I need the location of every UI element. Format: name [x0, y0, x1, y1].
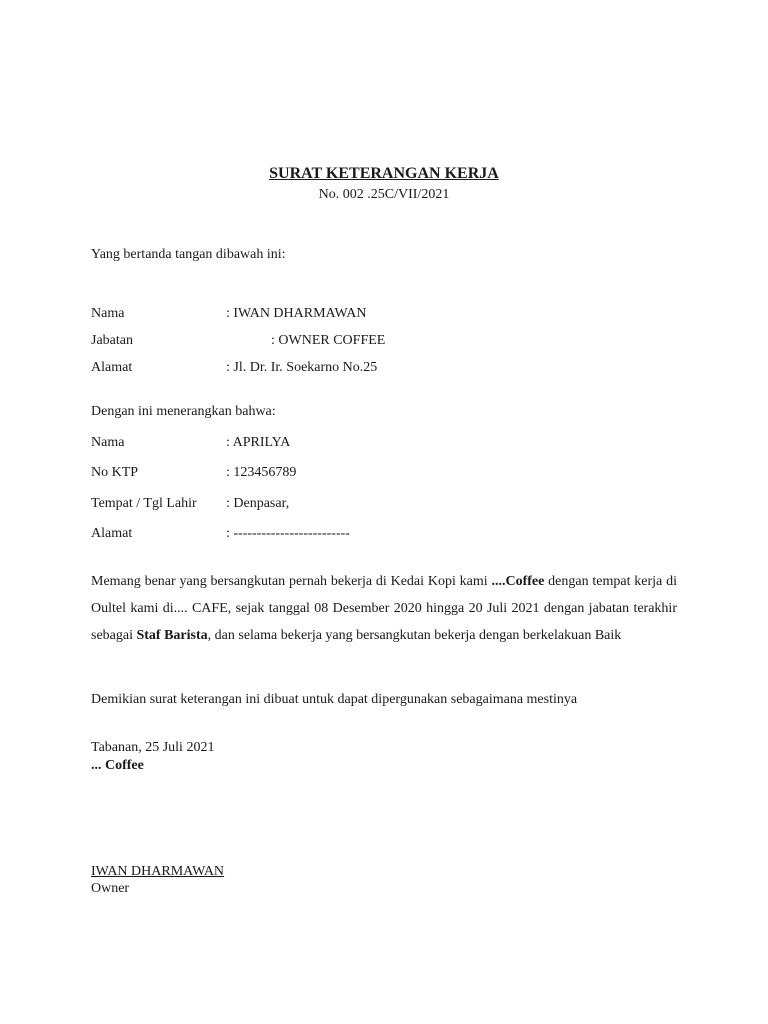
- subject-name-value: : APRILYA: [226, 435, 291, 450]
- body-text-part2: dengan tempat kerja di Oultel kami di.... CAFE, sejak tanggal 08 Desember 2020 hingga 20 Juli 2021 dengan jabatan terakhir sebagai: [91, 574, 677, 643]
- subject-birth-label: Tempat / Tgl Lahir: [91, 496, 197, 511]
- company-name: ... Coffee: [91, 758, 144, 773]
- signer-role: Owner: [91, 881, 130, 896]
- body-paragraph: [91, 568, 677, 649]
- letter-title: SURAT KETERANGAN KERJA: [269, 165, 499, 182]
- signer-position-value: : OWNER COFFEE: [271, 333, 386, 348]
- body-position: Staf Barista: [136, 628, 208, 643]
- intro-text: Yang bertanda tangan dibawah ini:: [91, 247, 286, 262]
- signer-position-label: Jabatan: [91, 333, 133, 348]
- letter-number: No. 002 .25C/VII/2021: [318, 187, 450, 202]
- subject-address-value: : -------------------------: [226, 526, 350, 541]
- closing-text: Demikian surat keterangan ini dibuat untuk dapat dipergunakan sebagaimana mestinya: [91, 692, 578, 707]
- subject-ktp-value: : 123456789: [226, 465, 297, 480]
- signer-name-value: : IWAN DHARMAWAN: [226, 306, 367, 321]
- subject-ktp-label: No KTP: [91, 465, 139, 480]
- signer-address-label: Alamat: [91, 360, 133, 375]
- body-text-part3: , dan selama bekerja yang bersangkutan bekerja dengan berkelakuan Baik: [207, 628, 622, 643]
- signer-name-signature: IWAN DHARMAWAN: [91, 864, 225, 879]
- signer-name-label: Nama: [91, 306, 125, 321]
- body-text-part1: Memang benar yang bersangkutan pernah bekerja di Kedai Kopi kami: [91, 574, 492, 589]
- subject-address-label: Alamat: [91, 526, 133, 541]
- declaration-text: Dengan ini menerangkan bahwa:: [91, 404, 276, 419]
- signer-address-value: : Jl. Dr. Ir. Soekarno No.25: [226, 360, 378, 375]
- place-date: Tabanan, 25 Juli 2021: [91, 740, 215, 755]
- subject-birth-value: : Denpasar,: [226, 496, 290, 511]
- subject-name-label: Nama: [91, 435, 125, 450]
- body-coffee-name: ....Coffee: [491, 574, 545, 589]
